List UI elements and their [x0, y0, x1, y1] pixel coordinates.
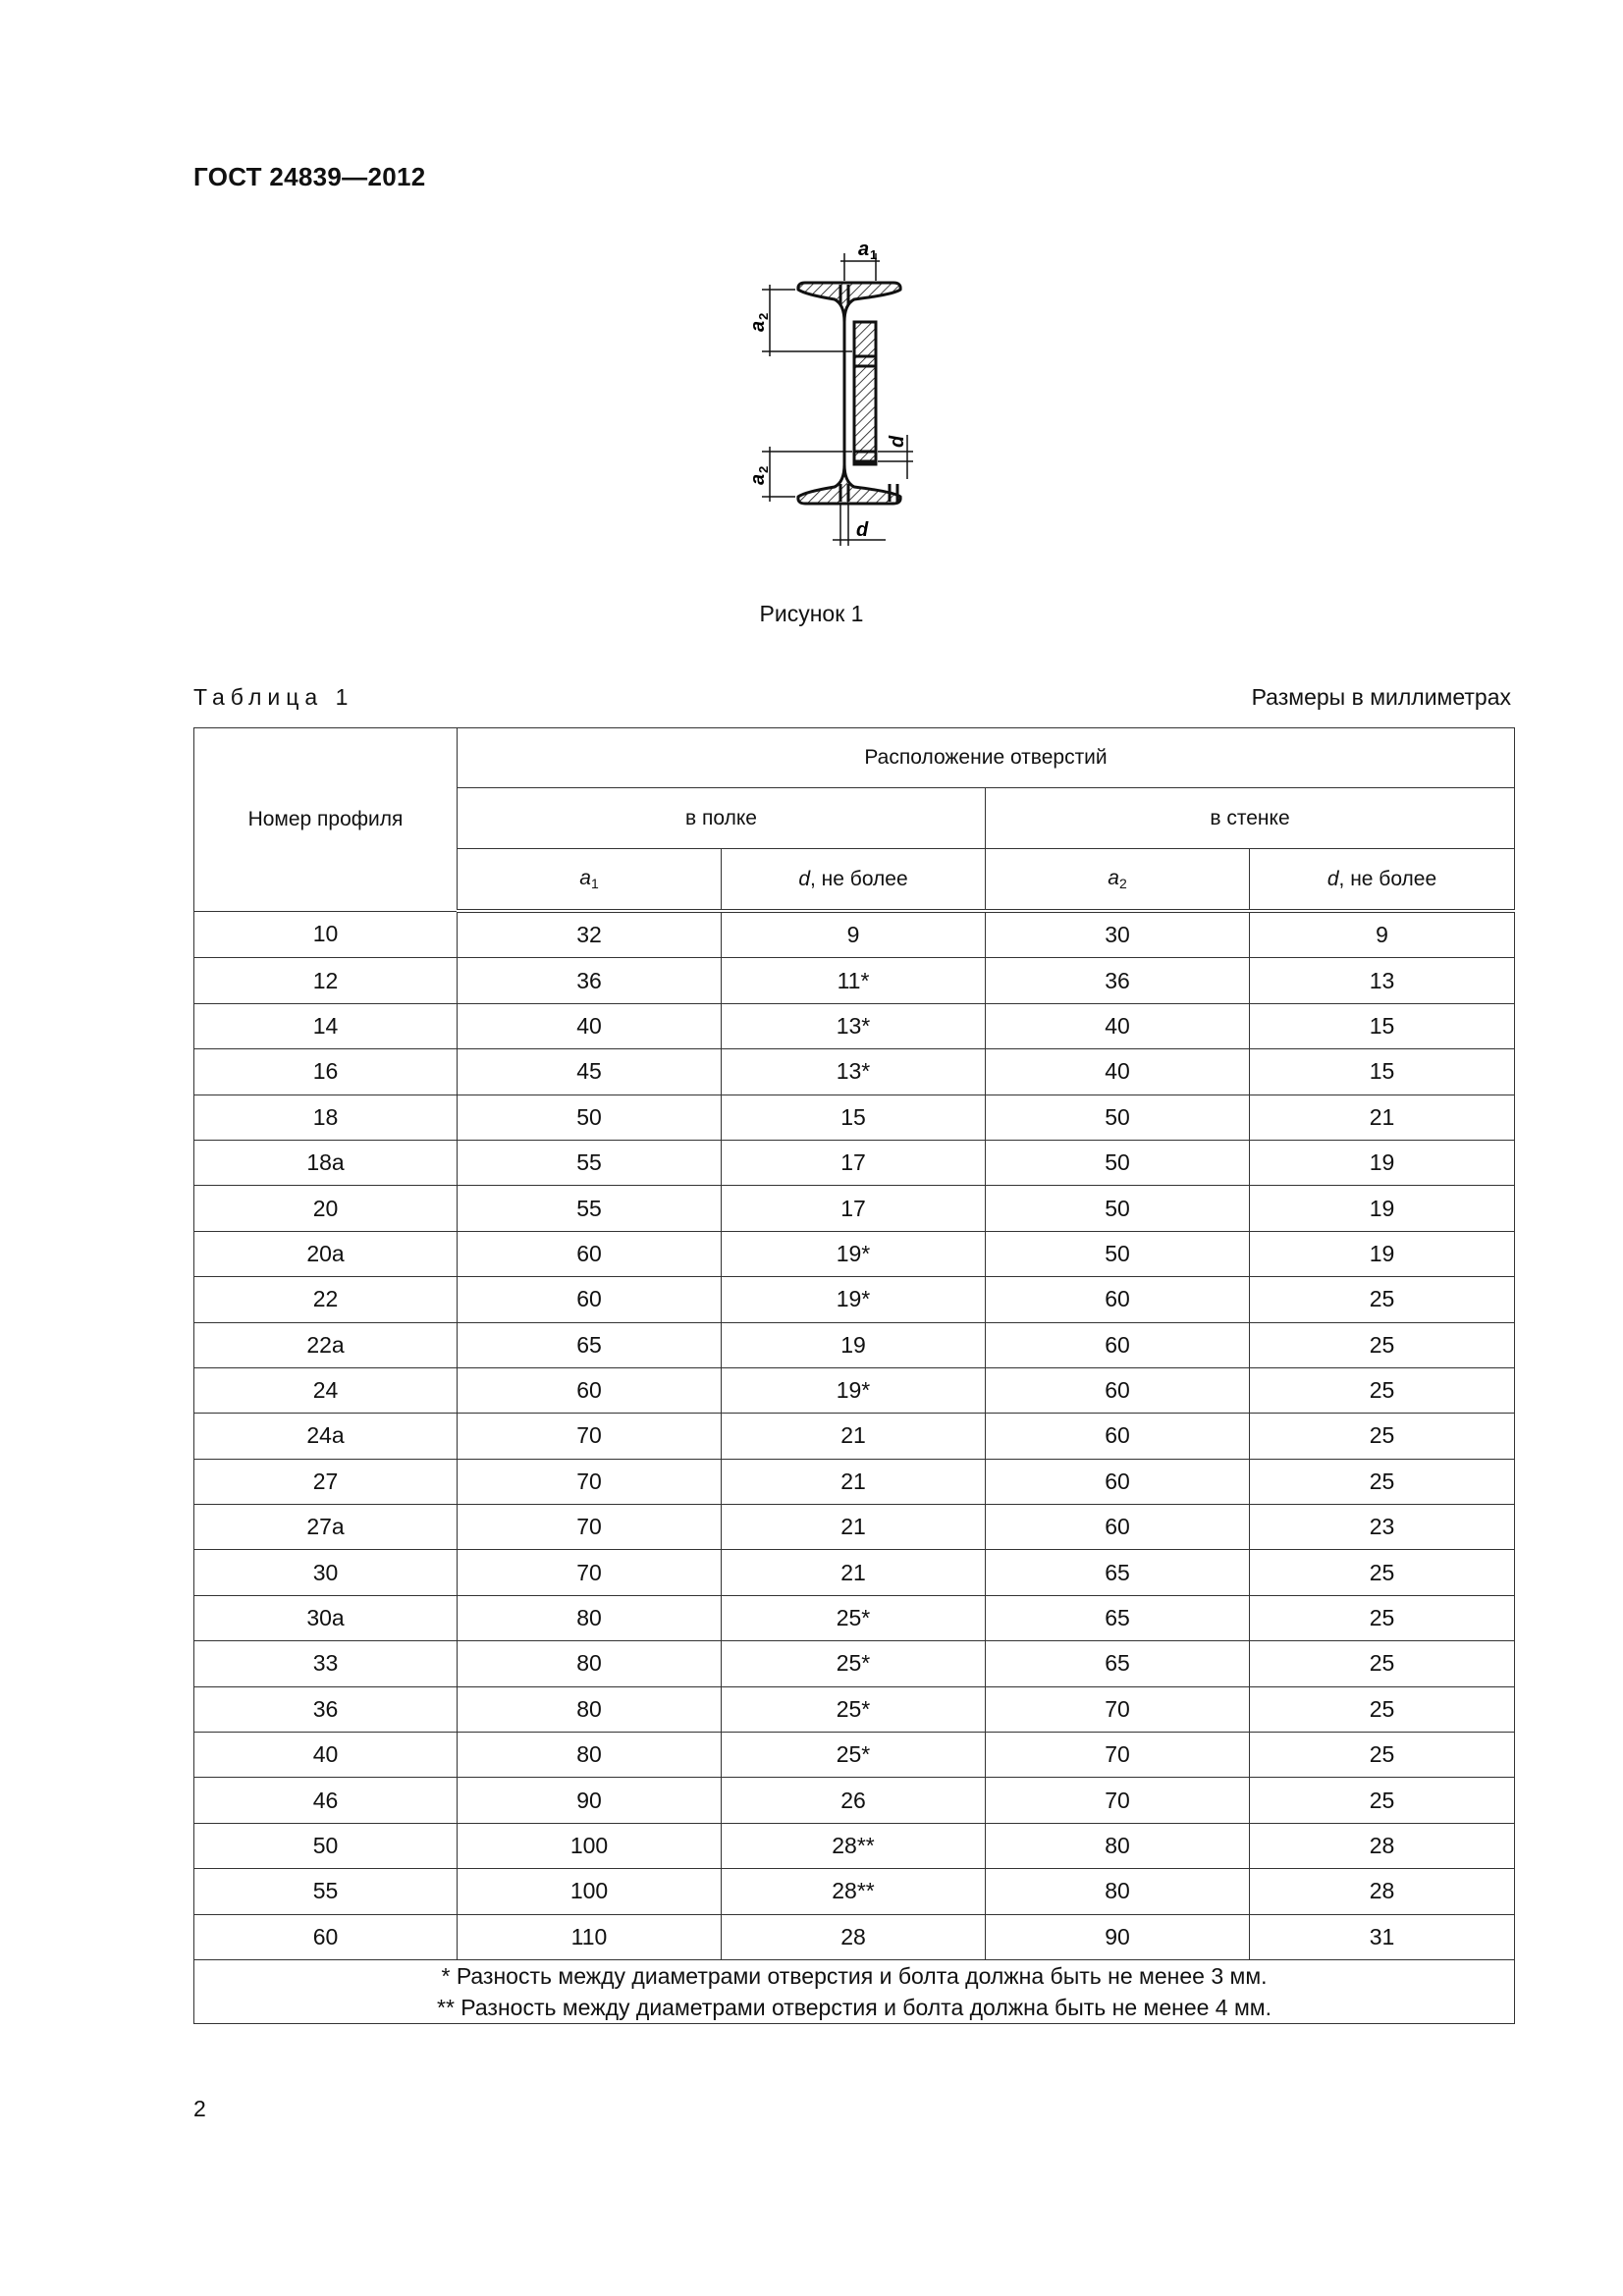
table-row: [194, 1095, 1515, 1140]
i-beam-cross-section-icon: [746, 234, 943, 567]
flange-a1-cell: 90: [458, 1778, 722, 1823]
flange-a1-cell: 55: [458, 1186, 722, 1231]
web-d-cell: 19: [1250, 1140, 1515, 1185]
web-a2-cell: 60: [986, 1277, 1250, 1322]
flange-a1-cell: 70: [458, 1505, 722, 1550]
header-a1: $a_1$: [458, 849, 722, 912]
dim-a2-lower-label: a: [747, 473, 769, 485]
web-a2-cell: 90: [986, 1914, 1250, 1959]
web-d-cell: 28: [1250, 1823, 1515, 1868]
web-d-cell: 19: [1250, 1186, 1515, 1231]
table-title: Таблица 1: [193, 684, 354, 710]
flange-a1-cell: 36: [458, 958, 722, 1003]
web-d-cell: 13: [1250, 958, 1515, 1003]
flange-a1-cell: 55: [458, 1140, 722, 1185]
flange-d-cell: 26: [722, 1778, 986, 1823]
web-a2-cell: 70: [986, 1778, 1250, 1823]
flange-a1-cell: 110: [458, 1914, 722, 1959]
profile-number-cell: 20а: [194, 1231, 458, 1276]
flange-d-cell: 21: [722, 1459, 986, 1504]
web-d-cell: 25: [1250, 1550, 1515, 1595]
flange-d-cell: 25*: [722, 1641, 986, 1686]
web-a2-cell: 70: [986, 1733, 1250, 1778]
web-a2-cell: 60: [986, 1505, 1250, 1550]
flange-d-cell: 9: [722, 911, 986, 958]
web-d-cell: 21: [1250, 1095, 1515, 1140]
flange-a1-cell: 65: [458, 1322, 722, 1367]
profile-number-cell: 30: [194, 1550, 458, 1595]
table-row: [194, 1778, 1515, 1823]
profile-number-cell: 33: [194, 1641, 458, 1686]
profile-number-cell: 40: [194, 1733, 458, 1778]
table-row: [194, 1550, 1515, 1595]
table-row: [194, 1459, 1515, 1504]
dim-a2-lower-sub: 2: [756, 465, 771, 473]
flange-a1-cell: 60: [458, 1277, 722, 1322]
table-row: [194, 1914, 1515, 1959]
flange-d-cell: 28**: [722, 1823, 986, 1868]
dim-a2-upper-sub: 2: [756, 312, 771, 320]
web-a2-cell: 50: [986, 1186, 1250, 1231]
web-a2-cell: 65: [986, 1595, 1250, 1640]
profile-number-cell: 12: [194, 958, 458, 1003]
flange-a1-cell: 100: [458, 1869, 722, 1914]
profile-number-cell: 20: [194, 1186, 458, 1231]
table-row: [194, 1140, 1515, 1185]
table-row: [194, 1823, 1515, 1868]
web-d-cell: 31: [1250, 1914, 1515, 1959]
web-a2-cell: 65: [986, 1550, 1250, 1595]
table-row: [194, 911, 1515, 958]
dim-a2-upper-label: a: [747, 320, 769, 332]
profile-number-cell: 24а: [194, 1414, 458, 1459]
web-a2-cell: 60: [986, 1367, 1250, 1413]
flange-d-cell: 28: [722, 1914, 986, 1959]
table-row: [194, 1505, 1515, 1550]
web-a2-cell: 80: [986, 1869, 1250, 1914]
profile-number-cell: 24: [194, 1367, 458, 1413]
web-a2-cell: 70: [986, 1686, 1250, 1732]
header-hole-location: Расположение отверстий: [458, 728, 1515, 788]
flange-d-cell: 25*: [722, 1733, 986, 1778]
flange-a1-cell: 60: [458, 1231, 722, 1276]
web-d-cell: 15: [1250, 1049, 1515, 1095]
flange-d-cell: 21: [722, 1414, 986, 1459]
units-note: Размеры в миллиметрах: [1251, 684, 1511, 710]
web-d-cell: 25: [1250, 1733, 1515, 1778]
profile-number-cell: 27: [194, 1459, 458, 1504]
web-d-cell: 25: [1250, 1641, 1515, 1686]
flange-a1-cell: 100: [458, 1823, 722, 1868]
table-row: [194, 958, 1515, 1003]
profile-number-cell: 22а: [194, 1322, 458, 1367]
web-d-cell: 25: [1250, 1778, 1515, 1823]
flange-d-cell: 17: [722, 1140, 986, 1185]
web-d-cell: 15: [1250, 1003, 1515, 1048]
web-d-cell: 25: [1250, 1277, 1515, 1322]
profile-number-cell: 60: [194, 1914, 458, 1959]
flange-d-cell: 17: [722, 1186, 986, 1231]
table-row: [194, 1231, 1515, 1276]
profile-number-cell: 16: [194, 1049, 458, 1095]
flange-a1-cell: 80: [458, 1595, 722, 1640]
table-row: [194, 1869, 1515, 1914]
flange-a1-cell: 80: [458, 1686, 722, 1732]
dim-a1-label: a: [858, 239, 870, 260]
table-notes: [194, 1959, 1515, 2023]
web-a2-cell: 36: [986, 958, 1250, 1003]
flange-a1-cell: 80: [458, 1733, 722, 1778]
web-d-cell: 25: [1250, 1595, 1515, 1640]
footnote-single-star: * Разность между диаметрами отверстия и болта должна быть не менее 3 мм.: [441, 1962, 1268, 1989]
table-row: [194, 1595, 1515, 1640]
flange-a1-cell: 70: [458, 1414, 722, 1459]
table-row: [194, 1049, 1515, 1095]
profile-number-cell: 10: [194, 911, 458, 958]
web-d-cell: 25: [1250, 1686, 1515, 1732]
web-d-cell: 25: [1250, 1322, 1515, 1367]
web-d-cell: 19: [1250, 1231, 1515, 1276]
web-d-cell: 23: [1250, 1505, 1515, 1550]
flange-d-cell: 13*: [722, 1003, 986, 1048]
table-row: [194, 1414, 1515, 1459]
table-row: [194, 1277, 1515, 1322]
header-d-flange: d, не более: [722, 849, 986, 912]
web-a2-cell: 50: [986, 1231, 1250, 1276]
profile-number-cell: 50: [194, 1823, 458, 1868]
profile-number-cell: 18: [194, 1095, 458, 1140]
table-body: [194, 911, 1515, 1959]
profile-number-cell: 46: [194, 1778, 458, 1823]
profile-number-cell: 14: [194, 1003, 458, 1048]
flange-d-cell: 19*: [722, 1231, 986, 1276]
profile-number-cell: 30а: [194, 1595, 458, 1640]
flange-a1-cell: 45: [458, 1049, 722, 1095]
table-row: [194, 1186, 1515, 1231]
web-a2-cell: 65: [986, 1641, 1250, 1686]
web-a2-cell: 50: [986, 1140, 1250, 1185]
flange-d-cell: 13*: [722, 1049, 986, 1095]
table-row: [194, 1641, 1515, 1686]
flange-d-cell: 19: [722, 1322, 986, 1367]
web-d-cell: 25: [1250, 1367, 1515, 1413]
table-row: [194, 1733, 1515, 1778]
web-a2-cell: 60: [986, 1322, 1250, 1367]
web-a2-cell: 30: [986, 911, 1250, 958]
flange-d-cell: 21: [722, 1505, 986, 1550]
standard-designation: ГОСТ 24839—2012: [193, 162, 426, 191]
flange-a1-cell: 70: [458, 1550, 722, 1595]
profile-number-cell: 18а: [194, 1140, 458, 1185]
web-a2-cell: 80: [986, 1823, 1250, 1868]
profile-number-cell: 22: [194, 1277, 458, 1322]
web-d-cell: 9: [1250, 911, 1515, 958]
flange-a1-cell: 50: [458, 1095, 722, 1140]
dim-a1-sub: 1: [870, 247, 878, 262]
hole-dimensions-table: [193, 727, 1515, 2024]
flange-d-cell: 28**: [722, 1869, 986, 1914]
web-a2-cell: 60: [986, 1459, 1250, 1504]
profile-number-cell: 27а: [194, 1505, 458, 1550]
footnote-double-star: ** Разность между диаметрами отверстия и болта должна быть не менее 4 мм.: [437, 1994, 1272, 2020]
header-d-web: d, не более: [1250, 849, 1515, 912]
flange-d-cell: 15: [722, 1095, 986, 1140]
web-a2-cell: 60: [986, 1414, 1250, 1459]
flange-a1-cell: 70: [458, 1459, 722, 1504]
table-row: [194, 1322, 1515, 1367]
web-a2-cell: 50: [986, 1095, 1250, 1140]
dim-d-web-label: d: [887, 435, 908, 448]
profile-number-cell: 55: [194, 1869, 458, 1914]
dim-d-flange-label: d: [856, 519, 869, 541]
web-d-cell: 25: [1250, 1414, 1515, 1459]
header-a2: $a_2$: [986, 849, 1250, 912]
web-d-cell: 28: [1250, 1869, 1515, 1914]
table-row: [194, 1686, 1515, 1732]
profile-number-cell: 36: [194, 1686, 458, 1732]
flange-d-cell: 11*: [722, 958, 986, 1003]
flange-a1-cell: 80: [458, 1641, 722, 1686]
flange-d-cell: 25*: [722, 1595, 986, 1640]
table-row: [194, 1367, 1515, 1413]
flange-d-cell: 21: [722, 1550, 986, 1595]
flange-d-cell: 25*: [722, 1686, 986, 1732]
flange-a1-cell: 32: [458, 911, 722, 958]
page-number: 2: [193, 2096, 206, 2121]
header-in-flange: в полке: [458, 788, 986, 849]
web-a2-cell: 40: [986, 1049, 1250, 1095]
flange-d-cell: 19*: [722, 1277, 986, 1322]
flange-a1-cell: 60: [458, 1367, 722, 1413]
header-in-web: в стенке: [986, 788, 1515, 849]
flange-a1-cell: 40: [458, 1003, 722, 1048]
table-row: [194, 1003, 1515, 1048]
web-d-cell: 25: [1250, 1459, 1515, 1504]
header-profile-number: Номер профиля: [194, 728, 458, 912]
figure-caption: Рисунок 1: [759, 601, 864, 626]
web-a2-cell: 40: [986, 1003, 1250, 1048]
flange-d-cell: 19*: [722, 1367, 986, 1413]
